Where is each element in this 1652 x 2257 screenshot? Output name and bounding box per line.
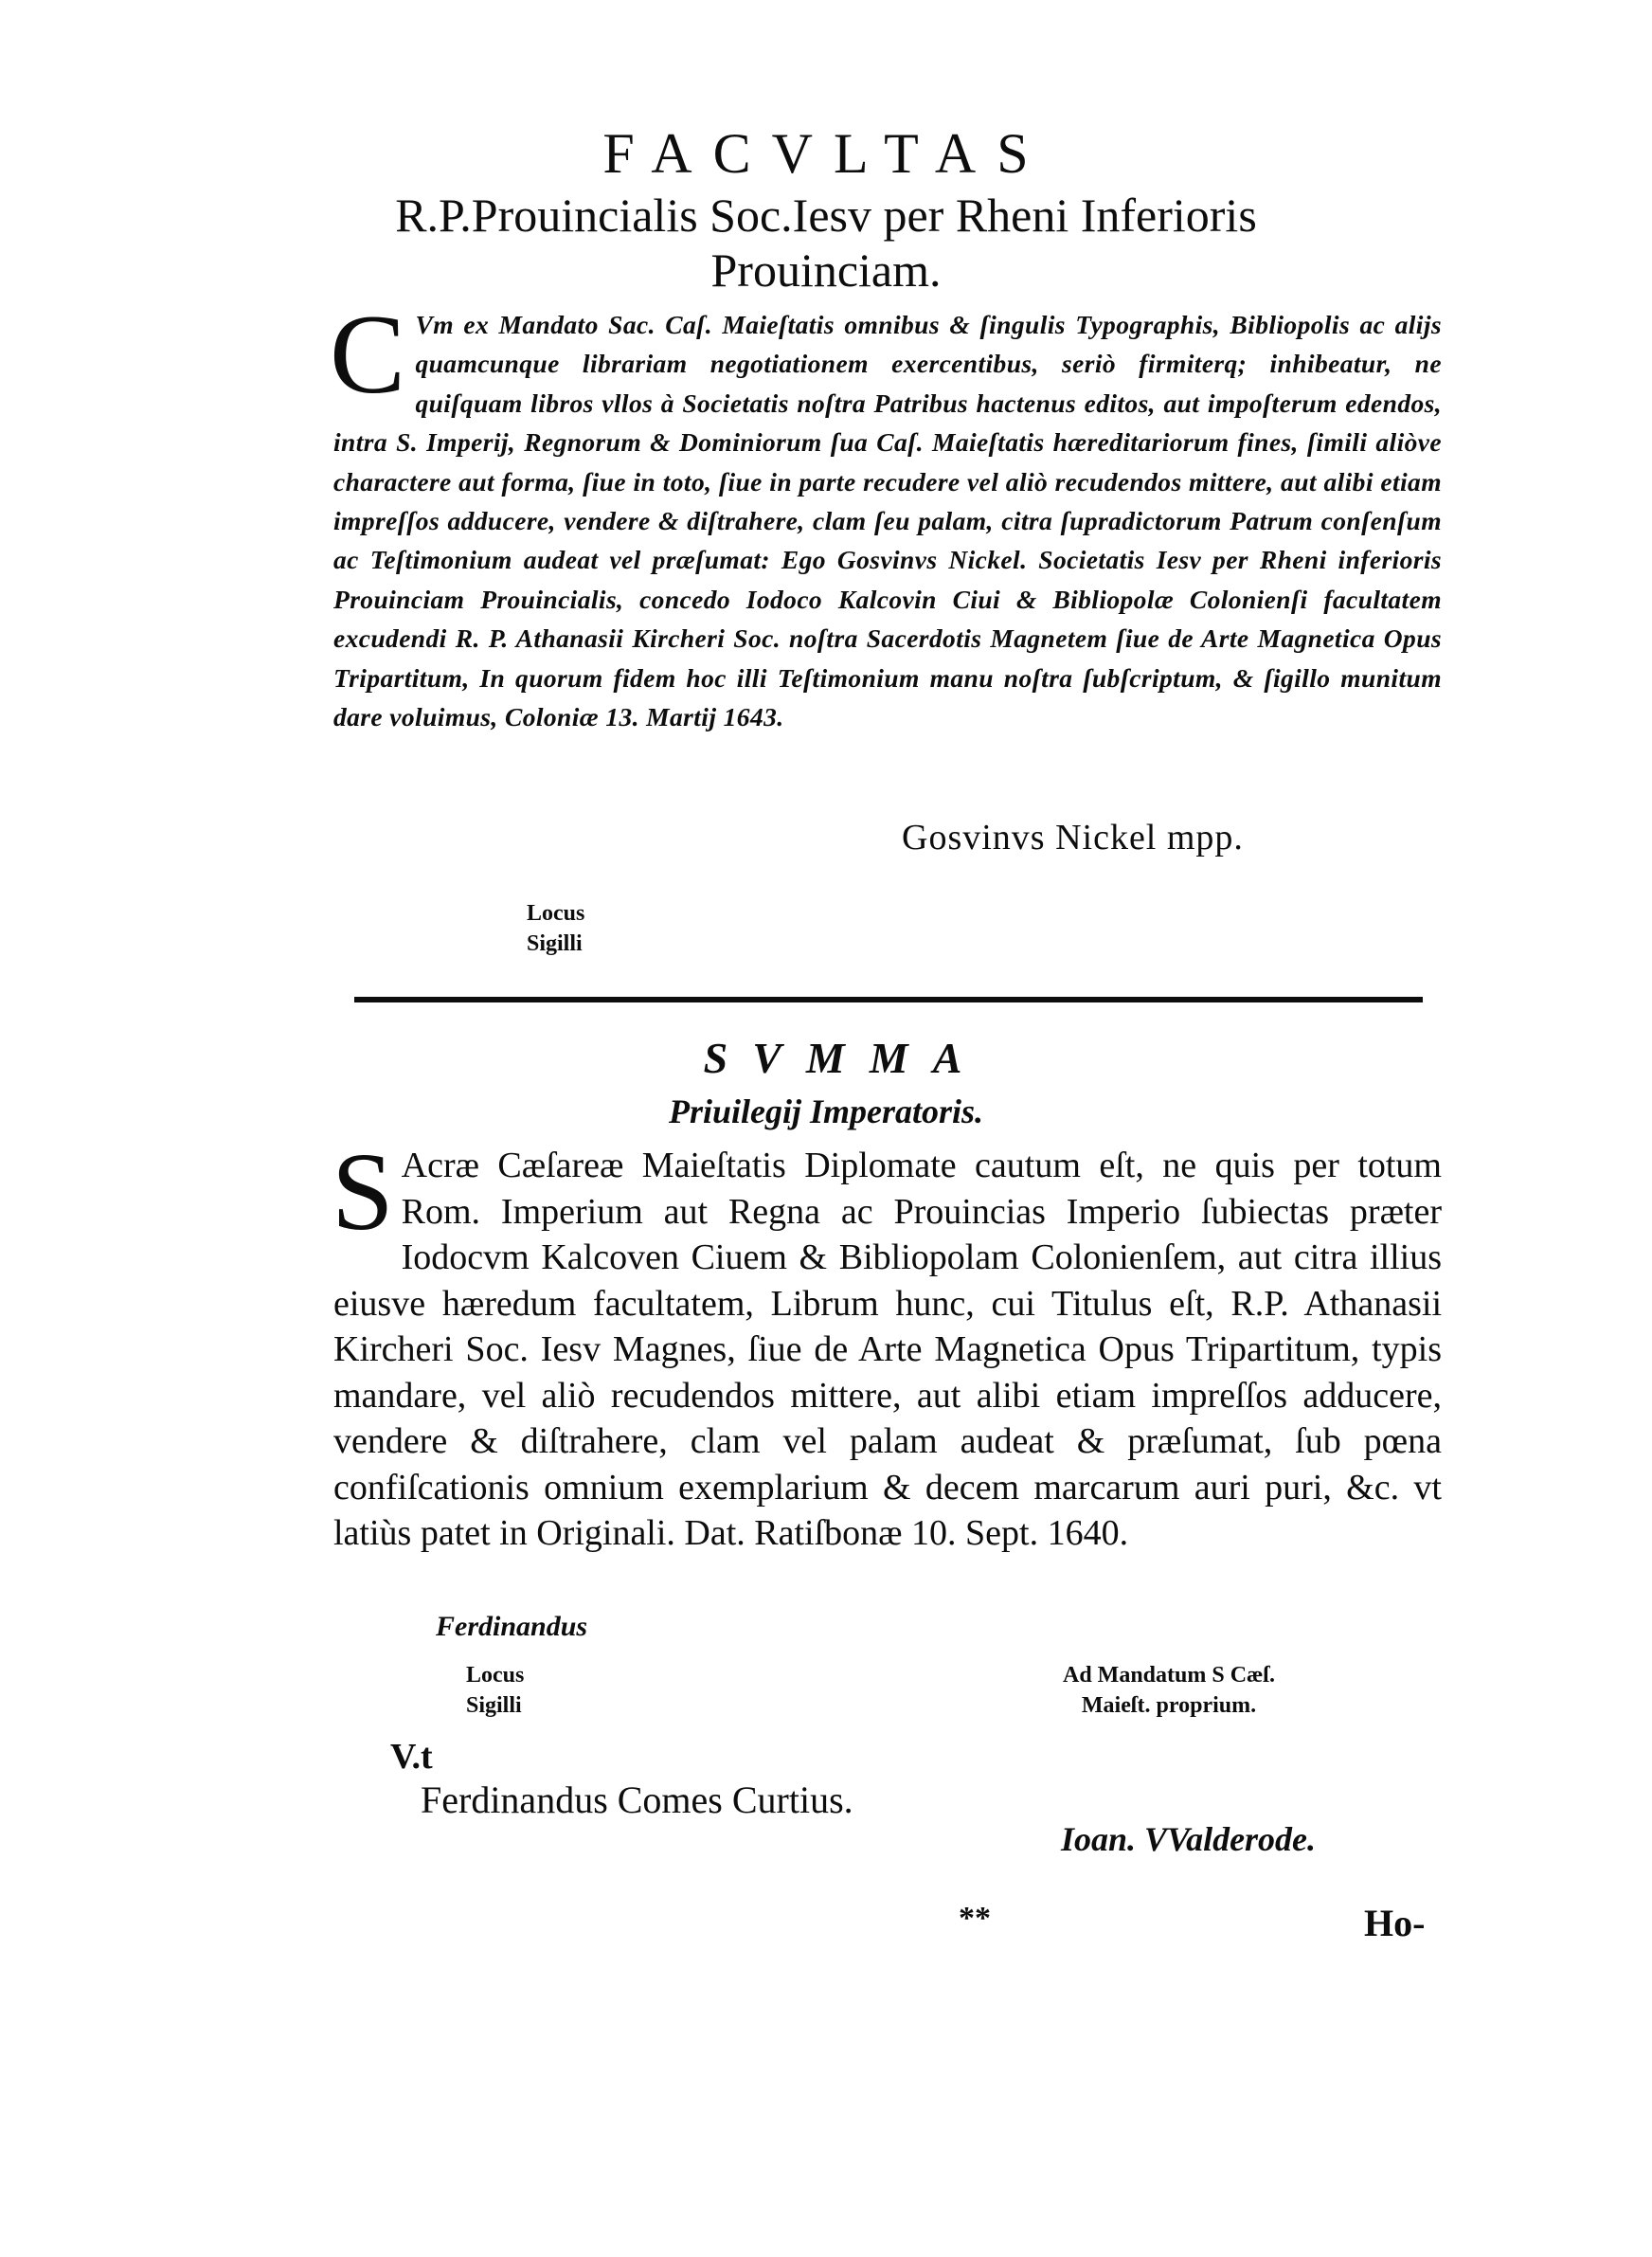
mandatum-line-1: Ad Mandatum S Cæſ. [1063,1663,1276,1688]
comes-signature: Ferdinandus Comes Curtius. [421,1779,853,1821]
summa-heading: SVMMA [703,1034,987,1082]
subtitle-line-1: R.P.Prouincialis Soc.Iesv per Rheni Inferioris [395,189,1257,242]
summa-text: Acræ Cæſareæ Maieſtatis Diplomate cautum eſt, ne quis per totum Rom. Imperium aut Regna ac Prouincias Imperio ſubiectas præter Iodocvm Kalcoven Ciuem & Bibliopolam Colonienſem, aut citra illius eiusve hæredum facultatem, Librum hunc, cui Titulus eſt, R.P. Athanasii Kircheri Soc. Iesv Magnes, ſiue de Arte Magnetica Opus Tripartitum, typis mandare, vel aliò recudendos mittere, aut alibi etiam impreſſos adducere, vendere & diſtrahere, clam vel palam audeat & præſumat, ſub pœna confiſcationis omnium exemplarium & decem marcarum auri puri, &c. vt latiùs patet in Originali. Dat. Ratiſbonæ 10. Sept. 1640. [333,1146,1442,1553]
subtitle-line-2: Prouinciam. [710,244,942,297]
mandatum-note [1063,1660,1275,1721]
facultas-signature: Gosvinvs Nickel mpp. [902,818,1244,858]
section-divider [354,997,1423,1002]
locus-label: Locus [527,901,585,926]
emperor-signature: Ferdinandus [436,1611,588,1642]
summa-paragraph [332,1129,1442,1557]
page-title: FACVLTAS [602,122,1050,185]
facultas-seal-note [527,898,584,959]
mandatum-line-2: Maieſt. proprium. [1081,1693,1257,1718]
walderode-signature: Ioan. VValderode. [1061,1820,1317,1858]
vt-mark: V.t [390,1737,433,1777]
summa-subheading: Priuilegij Imperatoris. [668,1092,984,1130]
facultas-text: Vm ex Mandato Sac. Caſ. Maieſtatis omnibus & ſingulis Typographis, Bibliopolis ac alijs quamcunque librariam negotiationem exercentibus, seriò firmiterq; inhibeatur, ne quiſquam libros vllos à Societatis noſtra Patribus hactenus editos, aut impoſterum edendos, intra S. Imperij, Regnorum & Dominiorum ſua Caſ. Maieſtatis hæreditariorum fines, ſimili aliòve charactere aut forma, ſiue in toto, ſiue in parte recudere vel aliò recudendos mittere, aut alibi etiam impreſſos adducere, vendere & diſtrahere, clam ſeu palam, citra ſupradictorum Patrum conſenſum ac Teſtimonium audeat vel præſumat: Ego Gosvinvs Nickel. Societatis Iesv per Rheni inferioris Prouinciam Prouincialis, concedo Iodoco Kalcovin Ciui & Bibliopolæ Colonienſi facultatem excudendi R. P. Athanasii Kircheri Soc. noſtra Sacerdotis Magnetem ſiue de Arte Magnetica Opus Tripartitum, In quorum fidem hoc illi Teſtimonium manu noſtra ſubſcriptum, & ſigillo munitum dare voluimus, Coloniæ 13. Martij 1643. [333,310,1442,732]
sigilli-label: Sigilli [527,931,583,956]
catchword: Ho- [1364,1902,1426,1944]
sigilli-label: Sigilli [466,1693,522,1718]
facultas-dropcap: C [330,291,406,417]
signature-mark: ** [959,1901,991,1936]
summa-seal-note [466,1660,524,1721]
summa-dropcap: S [332,1129,394,1254]
facultas-paragraph [330,291,1442,736]
locus-label: Locus [466,1663,525,1688]
